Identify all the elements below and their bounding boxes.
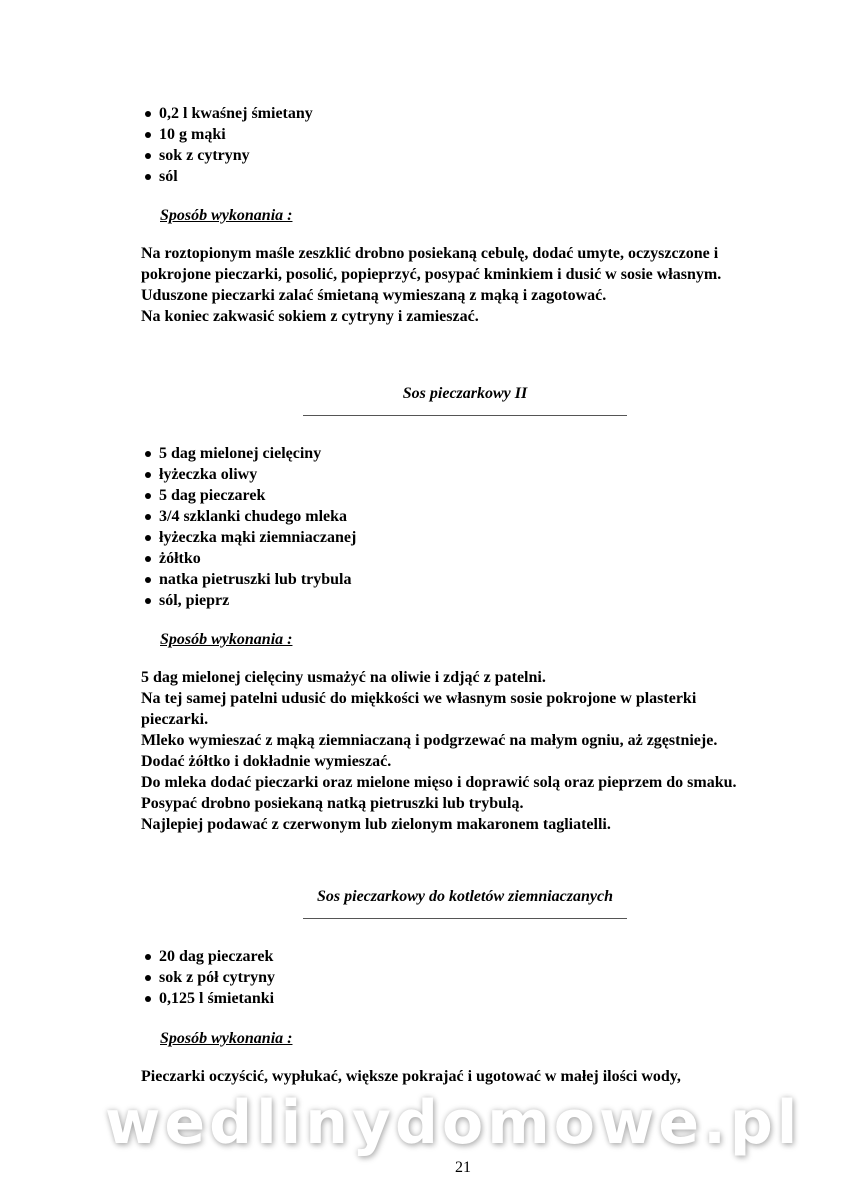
list-item: 3/4 szklanki chudego mleka (141, 506, 356, 527)
page-number: 21 (455, 1159, 471, 1176)
list-item: 5 dag pieczarek (141, 485, 356, 506)
paragraph-line: Na koniec zakwasić sokiem z cytryny i zamieszać. (141, 308, 479, 325)
list-item: żółtko (141, 548, 356, 569)
paragraph-line: Dodać żółtko i dokładnie wymieszać. (141, 753, 392, 770)
list-item: natka pietruszki lub trybula (141, 569, 356, 590)
watermark-logo: wedlinydomowe.pl (105, 1088, 802, 1158)
list-item: 5 dag mielonej cielęciny (141, 443, 356, 464)
list-item: sól (141, 166, 313, 187)
paragraph-line: 5 dag mielonej cielęciny usmażyć na oliwie i zdjąć z patelni. (141, 669, 546, 686)
paragraph-line: Najlepiej podawać z czerwonym lub zielonym makaronem tagliatelli. (141, 816, 611, 833)
list-item: sok z pół cytryny (141, 967, 275, 988)
method-heading-3: Sposób wykonania : (160, 1030, 293, 1047)
title-divider (303, 415, 627, 416)
list-item: sok z cytryny (141, 145, 313, 166)
method-text-2 (141, 667, 761, 835)
list-item: łyżeczka mąki ziemniaczanej (141, 527, 356, 548)
paragraph-line: Na tej samej patelni udusić do miękkości we własnym sosie pokrojone w plasterki pieczarki. (141, 690, 697, 728)
method-text-3 (141, 1066, 821, 1087)
title-divider (303, 918, 627, 919)
ingredient-list-1 (141, 103, 313, 187)
recipe-title-2: Sos pieczarkowy II (402, 385, 528, 402)
method-heading-1: Sposób wykonania : (160, 207, 293, 224)
paragraph-line: Uduszone pieczarki zalać śmietaną wymieszaną z mąką i zagotować. (141, 287, 607, 304)
paragraph-line: Mleko wymieszać z mąką ziemniaczaną i podgrzewać na małym ogniu, aż zgęstnieje. (141, 732, 718, 749)
list-item: łyżeczka oliwy (141, 464, 356, 485)
list-item: 0,2 l kwaśnej śmietany (141, 103, 313, 124)
list-item: sól, pieprz (141, 590, 356, 611)
paragraph-line: Do mleka dodać pieczarki oraz mielone mięso i doprawić solą oraz pieprzem do smaku. (141, 774, 737, 791)
paragraph-line: Posypać drobno posiekaną natką pietruszki lub trybulą. (141, 795, 524, 812)
method-text-1 (141, 243, 781, 327)
list-item: 20 dag pieczarek (141, 946, 275, 967)
method-heading-2: Sposób wykonania : (160, 631, 293, 648)
paragraph-line: Na roztopionym maśle zeszklić drobno posiekaną cebulę, dodać umyte, oczyszczone i pokrojone pieczarki, posolić, popieprzyć, posypać kminkiem i dusić w sosie własnym. (141, 245, 722, 283)
paragraph-line: Pieczarki oczyścić, wypłukać, większe pokrajać i ugotować w małej ilości wody, (141, 1068, 681, 1085)
ingredient-list-3 (141, 946, 275, 1009)
list-item: 0,125 l śmietanki (141, 988, 275, 1009)
list-item: 10 g mąki (141, 124, 313, 145)
ingredient-list-2 (141, 443, 356, 611)
recipe-title-3: Sos pieczarkowy do kotletów ziemniaczanych (317, 888, 613, 905)
